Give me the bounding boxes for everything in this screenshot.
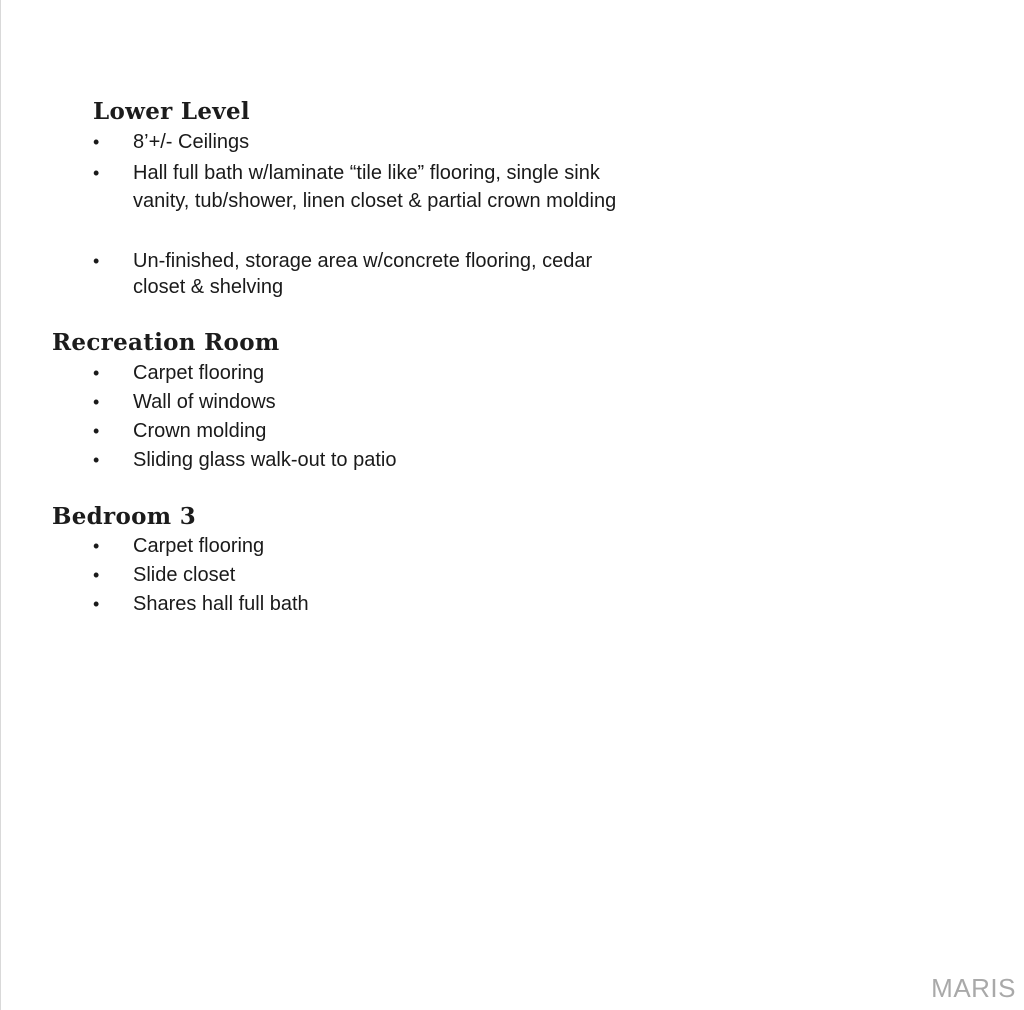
list-item-text: Carpet flooring — [133, 362, 265, 384]
list-item-text: Un-finished, storage area w/concrete flooring, cedar closet & shelving — [133, 250, 593, 298]
bullet-icon: • — [93, 392, 100, 412]
list-item — [93, 448, 396, 477]
bullet-icon: • — [93, 536, 100, 556]
list-item — [93, 534, 309, 563]
bullet-icon: • — [93, 363, 100, 383]
bullet-icon: • — [93, 421, 100, 441]
list-item-text: Wall of windows — [133, 391, 276, 413]
list-item-text: Slide closet — [133, 564, 236, 586]
section-lower-level — [93, 98, 633, 304]
list-item — [93, 248, 633, 304]
list-item — [93, 130, 633, 159]
list-item — [93, 563, 309, 592]
list-item-text: Carpet flooring — [133, 535, 265, 557]
bullet-icon: • — [93, 163, 100, 183]
bullet-icon: • — [93, 594, 100, 614]
page-edge-line — [0, 0, 1, 1010]
lower-level-list — [93, 130, 633, 304]
list-item — [93, 159, 633, 248]
list-item-text: Crown molding — [133, 420, 267, 442]
bullet-icon: • — [93, 450, 100, 470]
section-heading-recreation-room: Recreation Room — [52, 329, 280, 356]
bullet-icon: • — [93, 565, 100, 585]
maris-watermark: MARIS — [931, 973, 1016, 1003]
list-item-text: Shares hall full bath — [133, 593, 309, 615]
section-heading-bedroom-3: Bedroom 3 — [52, 503, 197, 530]
bedroom-3-list — [93, 534, 309, 621]
section-recreation-room — [52, 329, 396, 477]
list-item — [93, 390, 396, 419]
section-heading-lower-level: Lower Level — [93, 98, 250, 125]
bullet-icon: • — [93, 132, 100, 152]
recreation-room-list — [93, 361, 396, 477]
list-item-text: Sliding glass walk-out to patio — [133, 449, 397, 471]
bullet-icon: • — [93, 251, 100, 271]
section-bedroom-3 — [52, 503, 309, 621]
list-item — [93, 419, 396, 448]
list-item-text: Hall full bath w/laminate “tile like” flooring, single sink vanity, tub/shower, linen closet & partial crown molding — [133, 162, 617, 212]
list-item — [93, 361, 396, 390]
list-item-text: 8’+/- Ceilings — [133, 131, 250, 153]
list-item — [93, 592, 309, 621]
